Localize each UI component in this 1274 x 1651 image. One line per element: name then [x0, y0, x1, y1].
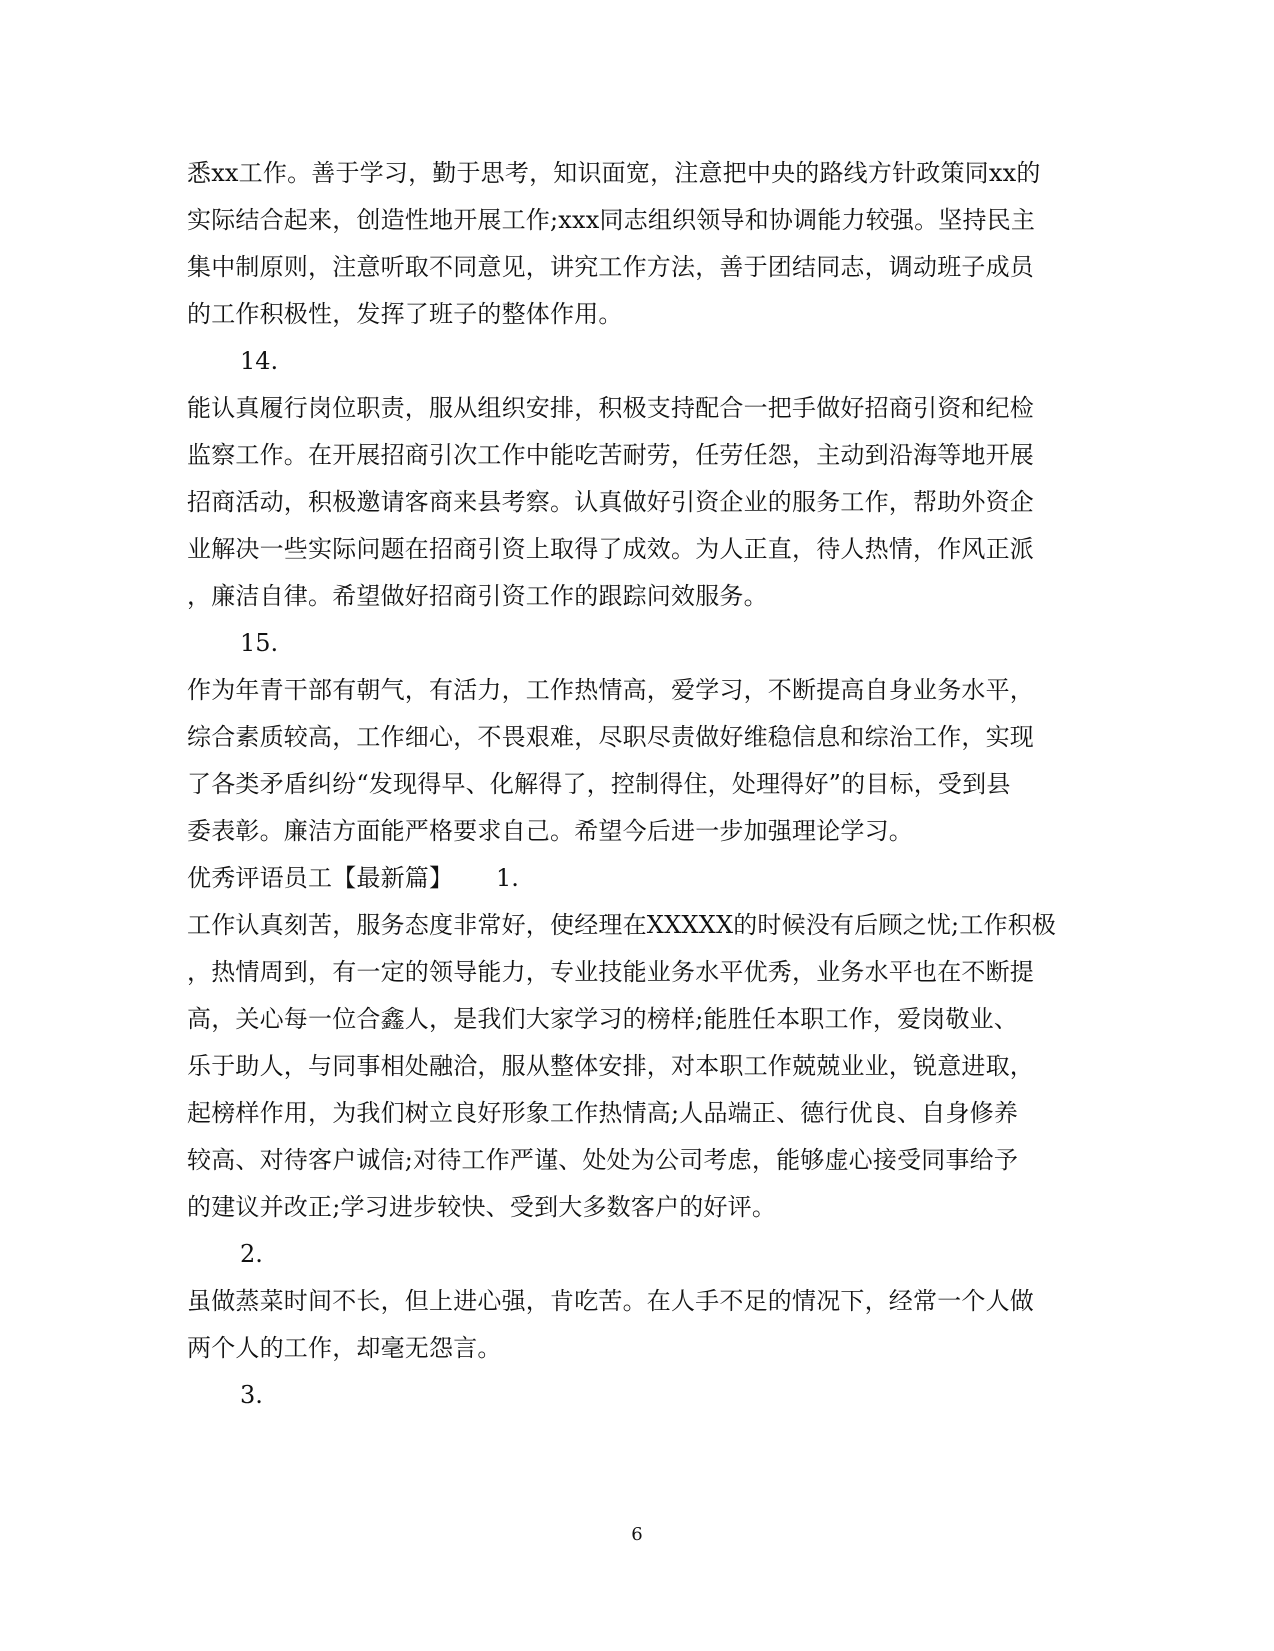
text-line: 起榜样作用，为我们树立良好形象工作热情高;人品端正、德行优良、自身修养 — [187, 1099, 1019, 1127]
text-line: 两个人的工作，却毫无怨言。 — [187, 1334, 502, 1362]
text-line: 综合素质较高，工作细心，不畏艰难，尽职尽责做好维稳信息和综治工作，实现 — [187, 723, 1034, 751]
text-line: 招商活动，积极邀请客商来县考察。认真做好引资企业的服务工作，帮助外资企 — [187, 488, 1034, 516]
text-line: 了各类矛盾纠纷“发现得早、化解得了，控制得住，处理得好”的目标，受到县 — [187, 770, 1011, 798]
section-heading: 优秀评语员工【最新篇】 — [187, 864, 454, 892]
item-number-2: 2. — [240, 1240, 263, 1268]
text-line: 的建议并改正;学习进步较快、受到大多数客户的好评。 — [187, 1193, 777, 1221]
text-line: 悉xx工作。善于学习，勤于思考，知识面宽，注意把中央的路线方针政策同xx的 — [187, 159, 1041, 187]
item-number-14: 14. — [240, 347, 279, 375]
text-line: 的工作积极性，发挥了班子的整体作用。 — [187, 300, 623, 328]
text-line: 工作认真刻苦，服务态度非常好，使经理在XXXXX的时候没有后顾之忧;工作积极 — [187, 911, 1057, 939]
text-line: 监察工作。在开展招商引次工作中能吃苦耐劳，任劳任怨，主动到沿海等地开展 — [187, 441, 1034, 469]
text-line: 能认真履行岗位职责，服从组织安排，积极支持配合一把手做好招商引资和纪检 — [187, 394, 1034, 422]
item-number-15: 15. — [240, 629, 279, 657]
item-number-1: 1. — [496, 864, 519, 892]
text-line: 乐于助人，与同事相处融洽，服从整体安排，对本职工作兢兢业业，锐意进取， — [187, 1052, 1034, 1080]
text-line: 集中制原则，注意听取不同意见，讲究工作方法，善于团结同志，调动班子成员 — [187, 253, 1034, 281]
text-line: 高，关心每一位合鑫人，是我们大家学习的榜样;能胜任本职工作，爱岗敬业、 — [187, 1005, 1019, 1033]
text-line: 虽做蒸菜时间不长，但上进心强，肯吃苦。在人手不足的情况下，经常一个人做 — [187, 1287, 1034, 1315]
text-line: ，热情周到，有一定的领导能力，专业技能业务水平优秀，业务水平也在不断提 — [187, 958, 1034, 986]
page-number: 6 — [631, 1524, 643, 1545]
text-line: 实际结合起来，创造性地开展工作;xxx同志组织领导和协调能力较强。坚持民主 — [187, 206, 1036, 234]
text-line: 较高、对待客户诚信;对待工作严谨、处处为公司考虑，能够虚心接受同事给予 — [187, 1146, 1019, 1174]
text-line: 委表彰。廉洁方面能严格要求自己。希望今后进一步加强理论学习。 — [187, 817, 913, 845]
text-line: 业解决一些实际问题在招商引资上取得了成效。为人正直，待人热情，作风正派 — [187, 535, 1034, 563]
text-line: 作为年青干部有朝气，有活力，工作热情高，爱学习，不断提高自身业务水平， — [187, 676, 1034, 704]
text-line: ，廉洁自律。希望做好招商引资工作的跟踪问效服务。 — [187, 582, 768, 610]
item-number-3: 3. — [240, 1381, 263, 1409]
